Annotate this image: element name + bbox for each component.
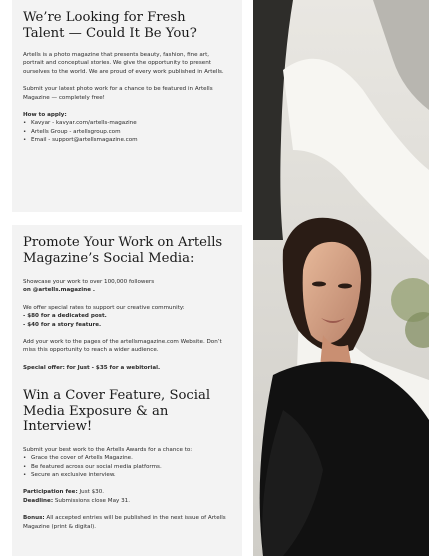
awards-item-cover: • Grace the cover of Artells Magazine. [23, 454, 231, 462]
bonus-paragraph [23, 514, 231, 531]
apply-panel [12, 0, 242, 212]
instagram-handle[interactable]: on @artells.magazine . [23, 287, 96, 294]
submit-paragraph: Submit your latest photo work for a chance to be featured in Artells Magazine — completely free! [23, 86, 213, 101]
awards-list [23, 454, 231, 479]
special-offer-text: for Just - $35 for a webitorial. [66, 364, 161, 371]
fee-value: Just $30. [79, 489, 105, 496]
special-offer-label: Special offer: [23, 364, 65, 371]
awards-intro: Submit your best work to the Artells Awards for a chance to: [23, 446, 193, 453]
model-photo [253, 0, 429, 556]
apply-item-email[interactable]: • Email - support@artellsmagazine.com [23, 136, 231, 144]
fee-label: Participation fee: [23, 489, 78, 496]
rates-block [23, 304, 231, 329]
deadline-label: Deadline: [23, 497, 54, 504]
fee-deadline [23, 488, 231, 505]
awards-heading: Win a Cover Feature, Social Media Exposure & an Interview! [23, 388, 211, 435]
deadline-value: Submissions close May 31. [54, 497, 130, 504]
bonus-text: All accepted entries will be published in the next issue of Artells Magazine (print & digital). [23, 515, 226, 530]
fresh-talent-heading: We’re Looking for Fresh Talent — Could It Be You? [23, 10, 197, 41]
intro-paragraph: Artells is a photo magazine that presents beauty, fashion, fine art, portrait and conceptual stories. We give the opportunity to present ourselves to the world. We are proud of every work published in Artells. [23, 52, 224, 75]
showcase-line [23, 278, 231, 295]
apply-item-artells-group[interactable]: • Artells Group - artellsgroup.com [23, 128, 231, 136]
awards-item-social: • Be featured across our social media platforms. [23, 463, 231, 471]
rate-post: - $80 for a dedicated post. [23, 313, 107, 320]
showcase-text: Showcase your work to over 100,000 followers [23, 279, 155, 285]
bonus-label: Bonus: [23, 515, 45, 522]
website-paragraph: Add your work to the pages of the artellsmagazine.com Website. Don’t miss this opportunity to reach a wider audience. [23, 339, 222, 354]
awards-item-interview: • Secure an exclusive interview. [23, 471, 231, 479]
special-offer [23, 364, 231, 372]
promote-panel [12, 225, 242, 556]
apply-list [23, 119, 231, 144]
promote-heading: Promote Your Work on Artells Magazine’s Social Media: [23, 235, 223, 266]
apply-item-kavyar[interactable]: • Kavyar - kavyar.com/artells-magazine [23, 119, 231, 127]
how-to-apply-label: How to apply: [23, 112, 67, 119]
rate-story: - $40 for a story feature. [23, 321, 102, 328]
model-photo-illustration [253, 0, 429, 556]
rates-intro: We offer special rates to support our creative community: [23, 304, 185, 311]
